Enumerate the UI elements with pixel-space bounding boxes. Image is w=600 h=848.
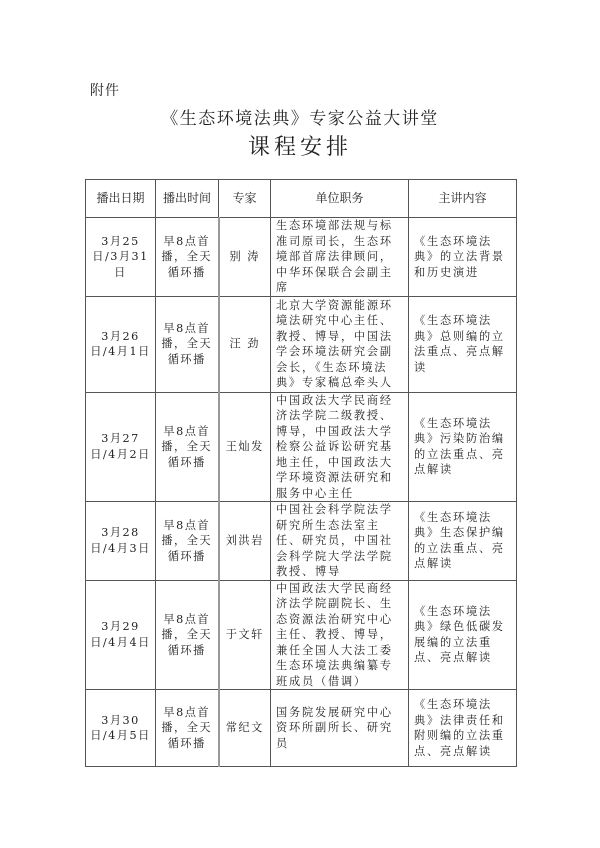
cell-position: 中国社会科学院法学研究所生态法室主任、研究员，中国社会科学院大学法学院教授、博导: [271, 502, 409, 581]
table-row: [86, 296, 517, 392]
cell-time: 早8点首播，全天循环播: [156, 392, 219, 502]
cell-topic: 《生态环境法典》法律责任和附则编的立法重点、亮点解读: [409, 690, 517, 767]
cell-position: 北京大学资源能源环境法研究中心主任、教授、博导，中国法学会环境法研究会副会长，《生态环境法典》专家稿总牵头人: [271, 296, 409, 392]
document-title: 《生态环境法典》专家公益大讲堂: [161, 109, 439, 129]
cell-expert: 王灿发: [219, 392, 271, 502]
cell-position: 国务院发展研究中心资环所副所长、研究员: [271, 690, 409, 767]
cell-topic: 《生态环境法典》生态保护编的立法重点、亮点解读: [409, 502, 517, 581]
table-row: [86, 502, 517, 581]
cell-topic: 《生态环境法典》的立法背景和历史演进: [409, 218, 517, 297]
header-date: 播出日期: [86, 180, 156, 218]
table-row: [86, 690, 517, 767]
cell-expert: 汪 劲: [219, 296, 271, 392]
cell-topic: 《生态环境法典》污染防治编的立法重点、亮点解读: [409, 392, 517, 502]
table-row: [86, 392, 517, 502]
cell-date: 3月29日/4月4日: [86, 580, 156, 690]
cell-time: 早8点首播，全天循环播: [156, 580, 219, 690]
header-position: 单位职务: [271, 180, 409, 218]
cell-date: 3月28日/4月3日: [86, 502, 156, 581]
cell-date: 3月27日/4月2日: [86, 392, 156, 502]
cell-topic: 《生态环境法典》总则编的立法重点、亮点解读: [409, 296, 517, 392]
cell-position: 中国政法大学民商经济法学院副院长、生态资源法治研究中心主任、教授、博导，兼任全国人大法工委生态环境法典编纂专班成员（借调）: [271, 580, 409, 690]
cell-position: 生态环境部法规与标准司原司长，生态环境部首席法律顾问，中华环保联合会副主席: [271, 218, 409, 297]
attachment-label: 附件: [90, 83, 120, 99]
cell-date: 3月25日/3月31日: [86, 218, 156, 297]
cell-time: 早8点首播，全天循环播: [156, 690, 219, 767]
cell-date: 3月26日/4月1日: [86, 296, 156, 392]
cell-topic: 《生态环境法典》绿色低碳发展编的立法重点、亮点解读: [409, 580, 517, 690]
document-subtitle: 课程安排: [247, 135, 352, 160]
cell-time: 早8点首播，全天循环播: [156, 218, 219, 297]
cell-expert: 别 涛: [219, 218, 271, 297]
header-time: 播出时间: [156, 180, 219, 218]
header-topic: 主讲内容: [409, 180, 517, 218]
cell-time: 早8点首播，全天循环播: [156, 296, 219, 392]
cell-time: 早8点首播，全天循环播: [156, 502, 219, 581]
table-row: [86, 218, 517, 297]
cell-expert: 刘洪岩: [219, 502, 271, 581]
cell-expert: 常纪文: [219, 690, 271, 767]
cell-position: 中国政法大学民商经济法学院二级教授、博导，中国政法大学检察公益诉讼研究基地主任，中国政法大学环境资源法研究和服务中心主任: [271, 392, 409, 502]
cell-expert: 于文轩: [219, 580, 271, 690]
cell-date: 3月30日/4月5日: [86, 690, 156, 767]
schedule-table: [85, 179, 517, 767]
table-row: [86, 580, 517, 690]
header-expert: 专家: [219, 180, 271, 218]
table-header-row: [86, 180, 517, 218]
